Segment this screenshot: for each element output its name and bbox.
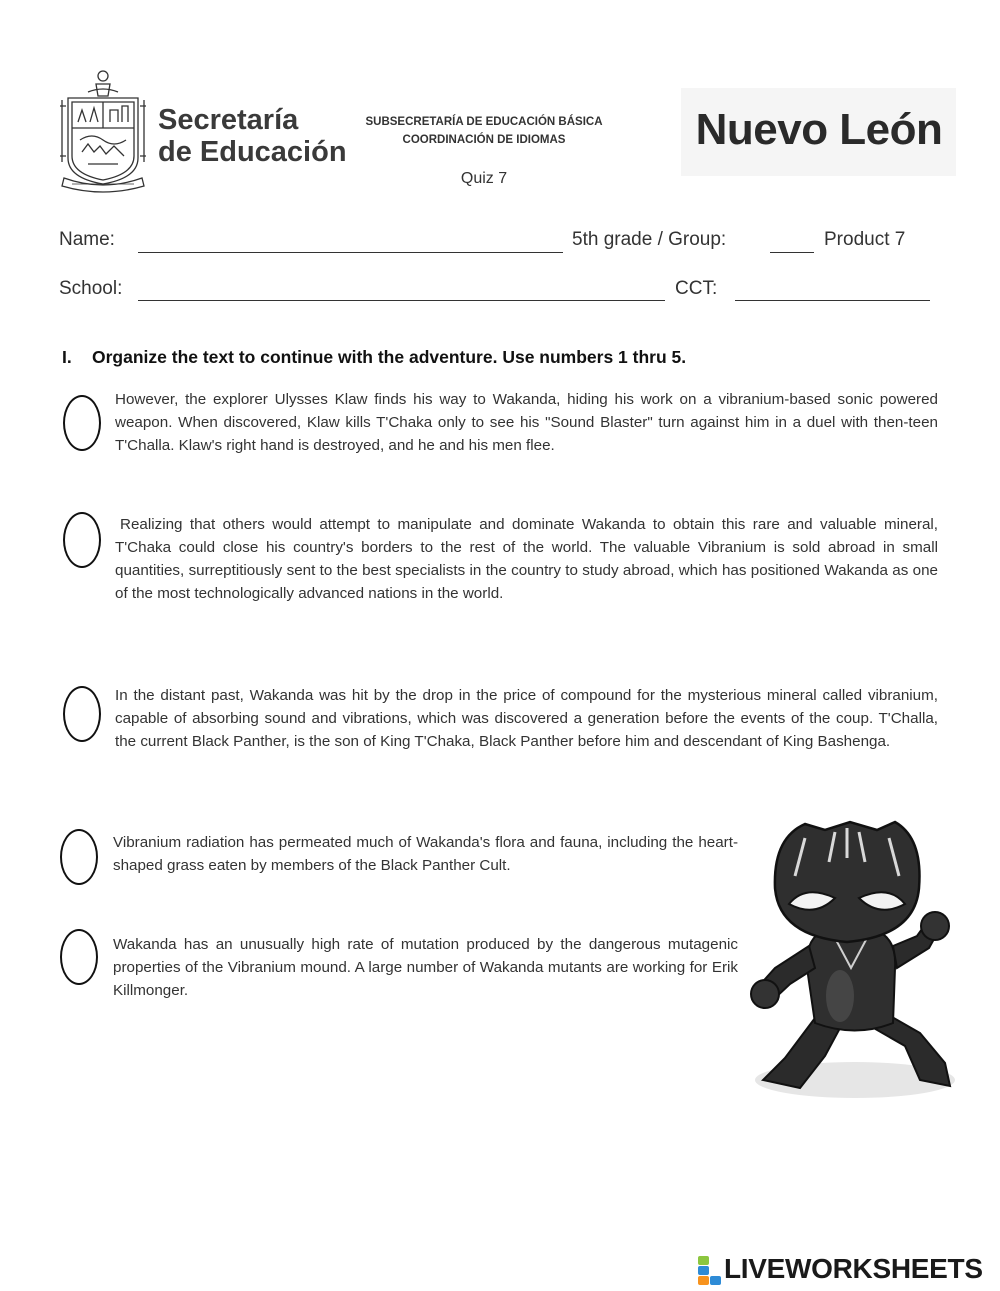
- liveworksheets-logo-icon: [698, 1256, 722, 1286]
- school-field[interactable]: [138, 300, 665, 301]
- subsecretaria-line: SUBSECRETARÍA DE EDUCACIÓN BÁSICA: [365, 116, 603, 128]
- cct-field[interactable]: [735, 300, 930, 301]
- coordinacion-line: COORDINACIÓN DE IDIOMAS: [402, 134, 566, 146]
- group-field[interactable]: [770, 252, 814, 253]
- name-field[interactable]: [138, 252, 563, 253]
- item-3-text: In the distant past, Wakanda was hit by the drop in the price of compound for the mysterious mineral called vibranium, capable of absorbing sound and vibrations, which was discovered a generation before the events of the coup. T'Challa, the current Black Panther, is the son of King T'Chaka, Black Panther before him and descendant of King Bashenga.: [115, 687, 938, 750]
- secretaria-title: [158, 104, 347, 168]
- instruction: [62, 347, 686, 368]
- cct-label: CCT:: [675, 278, 718, 299]
- answer-oval-2[interactable]: [63, 512, 101, 568]
- instruction-text: Organize the text to continue with the adventure. Use numbers 1 thru 5.: [92, 347, 687, 367]
- liveworksheets-brand: LIVEWORKSHEETS: [724, 1253, 983, 1284]
- answer-oval-4[interactable]: [60, 829, 98, 885]
- school-label: School:: [59, 278, 123, 299]
- answer-oval-5[interactable]: [60, 929, 98, 985]
- coat-of-arms-icon: [58, 66, 148, 198]
- item-4-text: Vibranium radiation has permeated much of Wakanda's flora and fauna, including the heart-shaped grass eaten by members of the Black Panther Cult.: [113, 834, 738, 874]
- quiz-title: Quiz 7: [460, 170, 508, 187]
- grade-group-label: 5th grade / Group:: [572, 229, 727, 250]
- product-label: Product 7: [824, 229, 906, 250]
- secretaria-line-2: de Educación: [158, 136, 347, 168]
- instruction-number: I.: [62, 347, 72, 367]
- secretaria-line-1: Secretaría: [158, 104, 299, 136]
- item-2-text: Realizing that others would attempt to manipulate and dominate Wakanda to obtain this rare and valuable mineral, T'Chaka could close his country's borders to the rest of the world. The valuable Vibranium is sold abroad in small quantities, surreptitiously sent to the best specialists in the country to study abroad, which has positioned Wakanda as one of the most technologically advanced nations in the world.: [115, 516, 938, 602]
- black-panther-illustration: [745, 818, 960, 1103]
- subsecretaria-heading: [356, 113, 612, 149]
- item-5-text: Wakanda has an unusually high rate of mutation produced by the dangerous mutagenic properties of the Vibranium mound. A large number of Wakanda mutants are working for Erik Killmonger.: [113, 936, 738, 999]
- name-label: Name:: [59, 229, 115, 250]
- answer-oval-1[interactable]: [63, 395, 101, 451]
- brand-nuevo-leon: Nuevo León: [695, 105, 943, 154]
- item-1-text: However, the explorer Ulysses Klaw finds his way to Wakanda, hiding his work on a vibranium-based sonic powered weapon. When discovered, Klaw kills T'Chaka only to see his "Sound Blaster" turn against him in a duel with then-teen T'Challa. Klaw's right hand is destroyed, and he and his men flee.: [115, 391, 938, 454]
- answer-oval-3[interactable]: [63, 686, 101, 742]
